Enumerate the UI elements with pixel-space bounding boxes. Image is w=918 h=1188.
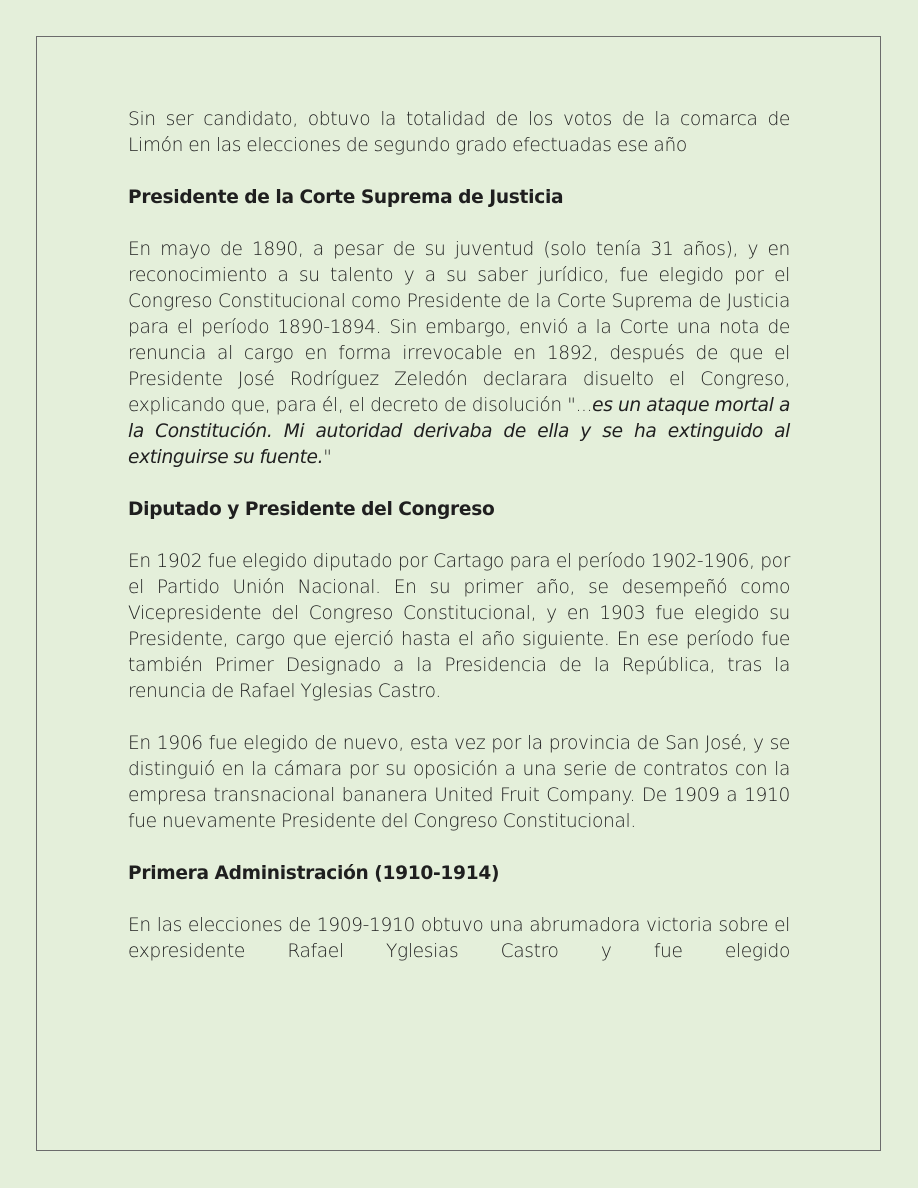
document-body — [128, 107, 790, 965]
quote-constitution: es un ataque mortal a la Constitución. Mi autoridad derivaba de ella y se ha extinguido al extinguirse su fuente. — [128, 395, 790, 468]
heading-first-administration: Primera Administración (1910-1914) — [128, 863, 500, 884]
heading-congress: Diputado y Presidente del Congreso — [128, 499, 495, 520]
paragraph-supreme-court-text: En mayo de 1890, a pesar de su juventud (solo tenía 31 años), y en reconocimiento a su talento y a su saber jurídico, fue elegido por el Congreso Constitucional como Presidente de la Corte Suprema de Justicia para el período 1890-1894. Sin embargo, envió a la Corte una nota de renuncia al cargo en forma irrevocable en 1892, después de que el Presidente José Rodríguez Zeledón declarara disuelto el Congreso, explicando que, para él, el decreto de disolución "... — [128, 239, 790, 416]
heading-supreme-court: Presidente de la Corte Suprema de Justicia — [128, 187, 564, 208]
paragraph-deputy-1906: En 1906 fue elegido de nuevo, esta vez por la provincia de San José, y se distinguió en la cámara por su oposición a una serie de contratos con la empresa transnacional bananera United Fruit Company. De 1909 a 1910 fue nuevamente Presidente del Congreso Constitucional. — [128, 733, 790, 832]
paragraph-limon-votes: Sin ser candidato, obtuvo la totalidad de los votos de la comarca de Limón en las elecciones de segundo grado efectuadas ese año — [128, 109, 790, 156]
paragraph-supreme-court — [128, 237, 790, 471]
paragraph-deputy-1902: En 1902 fue elegido diputado por Cartago para el período 1902-1906, por el Partido Unión Nacional. En su primer año, se desempeñó como Vicepresidente del Congreso Constitucional, y en 1903 fue elegido su Presidente, cargo que ejerció hasta el año siguiente. En ese período fue también Primer Designado a la Presidencia de la República, tras la renuncia de Rafael Yglesias Castro. — [128, 551, 790, 702]
quote-close-mark: " — [323, 447, 332, 468]
paragraph-elections-1909: En las elecciones de 1909-1910 obtuvo una abrumadora victoria sobre el expresidente Rafael Yglesias Castro y fue elegido — [128, 915, 790, 962]
